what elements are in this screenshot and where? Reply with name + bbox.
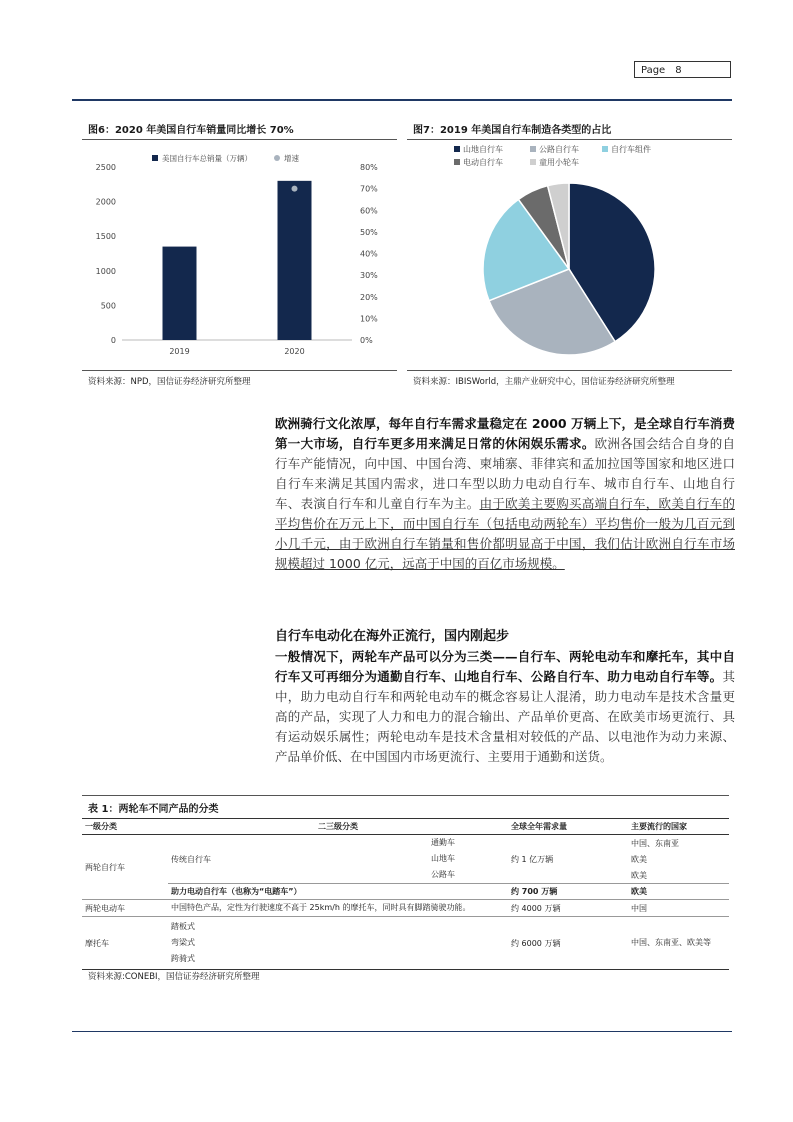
subtype: 弯梁式 bbox=[171, 938, 195, 947]
table-row bbox=[82, 884, 729, 900]
section-heading: 自行车电动化在海外正流行，国内刚起步 bbox=[275, 629, 510, 644]
fig6-bar-chart bbox=[82, 145, 397, 365]
table-row bbox=[82, 900, 729, 917]
paragraph-classification-body: 其中，助力电动自行车和两轮电动车的概念容易让人混淆，助力电动车是技术含量更高的产品，实现了人力和电力的混合输出、产品单价更高、在欧美市场更流行、具有运动娱乐属性；两轮电动车是技术含量相对较低的产品、以电池作为动力来源、产品单价低、在中国国内市场更流行、主要用于通勤和送货。 bbox=[275, 669, 735, 764]
subtype: 踏板式 bbox=[171, 922, 195, 931]
page-label: Page bbox=[641, 65, 666, 76]
table-cell: 中国 bbox=[628, 900, 729, 917]
table-cell: 助力电动自行车（也称为“电踏车”） bbox=[168, 884, 508, 900]
table-cell: 约 700 万辆 bbox=[508, 884, 628, 900]
y-right-tick-label: 80% bbox=[360, 163, 378, 172]
subtype: 通勤车 bbox=[431, 838, 455, 847]
table-cell bbox=[168, 835, 508, 884]
legend-label: 自行车组件 bbox=[611, 145, 651, 154]
y-left-tick-label: 1500 bbox=[95, 232, 116, 242]
legend-label: 童用小轮车 bbox=[539, 158, 579, 167]
footer-rule bbox=[72, 1031, 732, 1032]
fig7-rule bbox=[407, 139, 732, 140]
page-number: 8 bbox=[675, 65, 682, 76]
paragraph-europe-bold: 欧洲骑行文化浓厚，每年自行车需求量稳定在 2000 万辆上下，是全球自行车消费第一大市场，自行车更多用来满足日常的休闲娱乐需求。 bbox=[275, 416, 735, 451]
table-top-rule bbox=[82, 795, 729, 796]
x-tick-label: 2019 bbox=[169, 347, 190, 356]
paragraph-classification-bold: 一般情况下，两轮车产品可以分为三类——自行车、两轮电动车和摩托车，其中自行车又可再细分为通勤自行车、山地自行车、公路自行车、助力电动自行车等。 bbox=[275, 649, 735, 684]
table-row bbox=[82, 917, 729, 970]
y-right-tick-label: 50% bbox=[360, 227, 378, 237]
y-left-tick-label: 2500 bbox=[95, 163, 116, 172]
table-cell: 约 6000 万辆 bbox=[508, 917, 628, 970]
table-cell: 约 1 亿万辆 bbox=[511, 854, 554, 864]
header-rule bbox=[72, 99, 732, 101]
legend-swatch-growth bbox=[274, 155, 280, 161]
table-cell: 两轮自行车 bbox=[85, 862, 125, 872]
y-left-tick-label: 0 bbox=[110, 336, 116, 345]
table-cell bbox=[168, 917, 508, 970]
paragraph-europe-body: 欧洲各国会结合自身的自行车产能情况，向中国、中国台湾、柬埔寨、菲律宾和孟加拉国等国家和地区进口自行车来满足其国内需求，进口车型以助力电动自行车、城市自行车、山地自行车、表演自行车和儿童自行车为主。 bbox=[275, 436, 735, 511]
y-left-tick-label: 500 bbox=[100, 301, 116, 311]
paragraph-europe-underlined: 由于欧美主要购买高端自行车，欧美自行车的平均售价在万元上下，而中国自行车（包括电动两轮车）平均售价一般为几百元到小几千元，由于欧洲自行车销量和售价都明显高于中国，我们估计欧洲自行车市场规模超过 1000 亿元，远高于中国的百亿市场规模。 bbox=[275, 496, 735, 571]
legend-label-sales: 美国自行车总销量（万辆） bbox=[162, 154, 252, 163]
subtype: 山地车 bbox=[431, 854, 455, 863]
table-cell: 欧美 bbox=[631, 854, 647, 864]
fig6-bottom-rule bbox=[82, 370, 397, 371]
bar-2020 bbox=[278, 181, 312, 340]
table-cell: 中国特色产品，定性为行驶速度不高于 25km/h 的摩托车，同时具有脚踏骑驶功能。 bbox=[168, 900, 508, 917]
legend-swatch bbox=[602, 146, 608, 152]
traditional-bike-label: 传统自行车 bbox=[171, 854, 211, 864]
fig7-bottom-rule bbox=[407, 370, 732, 371]
y-left-tick-label: 2000 bbox=[95, 197, 116, 207]
legend-swatch bbox=[530, 146, 536, 152]
table-header-row bbox=[82, 819, 729, 835]
subtype: 公路车 bbox=[431, 870, 455, 879]
legend-swatch bbox=[530, 159, 536, 165]
fig7-title: 图7：2019 年美国自行车制造各类型的占比 bbox=[413, 125, 612, 136]
legend-label-growth: 增速 bbox=[284, 154, 299, 163]
legend-swatch bbox=[454, 159, 460, 165]
subtype: 跨骑式 bbox=[171, 954, 195, 963]
table-title: 表 1：两轮车不同产品的分类 bbox=[88, 804, 219, 815]
table-header: 二三级分类 bbox=[168, 819, 508, 835]
fig7-pie-chart bbox=[407, 143, 732, 365]
table-cell: 中国、东南亚 bbox=[631, 838, 679, 848]
table-header: 全球全年需求量 bbox=[508, 819, 628, 835]
table-cell: 摩托车 bbox=[82, 917, 168, 970]
page-number-box bbox=[634, 61, 731, 78]
fig6-source: 资料来源：NPD，国信证券经济研究所整理 bbox=[88, 377, 251, 387]
legend-swatch-sales bbox=[152, 155, 158, 161]
classification-table bbox=[82, 818, 729, 970]
table-cell: 欧美 bbox=[631, 870, 647, 880]
table-header: 主要流行的国家 bbox=[628, 819, 729, 835]
bar-2019 bbox=[163, 247, 197, 340]
paragraph-classification bbox=[275, 647, 735, 767]
table-cell: 两轮电动车 bbox=[82, 900, 168, 917]
table-cell: 中国、东南亚、欧美等 bbox=[628, 917, 729, 970]
growth-point-2020 bbox=[292, 186, 298, 192]
y-right-tick-label: 60% bbox=[360, 206, 378, 216]
x-tick-label: 2020 bbox=[284, 347, 305, 356]
y-right-tick-label: 70% bbox=[360, 184, 378, 194]
fig7-source: 资料来源：IBISWorld，主鼎产业研究中心，国信证券经济研究所整理 bbox=[413, 377, 675, 387]
y-right-tick-label: 40% bbox=[360, 249, 378, 259]
table-row bbox=[82, 835, 729, 852]
paragraph-europe bbox=[275, 414, 735, 574]
y-right-tick-label: 10% bbox=[360, 314, 378, 324]
fig6-rule bbox=[82, 139, 397, 140]
y-right-tick-label: 30% bbox=[360, 271, 378, 281]
legend-swatch bbox=[454, 146, 460, 152]
y-right-tick-label: 20% bbox=[360, 292, 378, 302]
legend-label: 山地自行车 bbox=[463, 145, 503, 154]
y-right-tick-label: 0% bbox=[360, 336, 373, 345]
table-source: 资料来源:CONEBI，国信证券经济研究所整理 bbox=[88, 972, 260, 982]
fig6-title: 图6：2020 年美国自行车销量同比增长 70% bbox=[88, 125, 294, 136]
legend-label: 电动自行车 bbox=[463, 158, 503, 167]
table-cell: 约 4000 万辆 bbox=[508, 900, 628, 917]
table-header: 一级分类 bbox=[82, 819, 168, 835]
y-left-tick-label: 1000 bbox=[95, 266, 116, 276]
legend-label: 公路自行车 bbox=[539, 145, 579, 154]
table-cell: 欧美 bbox=[628, 884, 729, 900]
